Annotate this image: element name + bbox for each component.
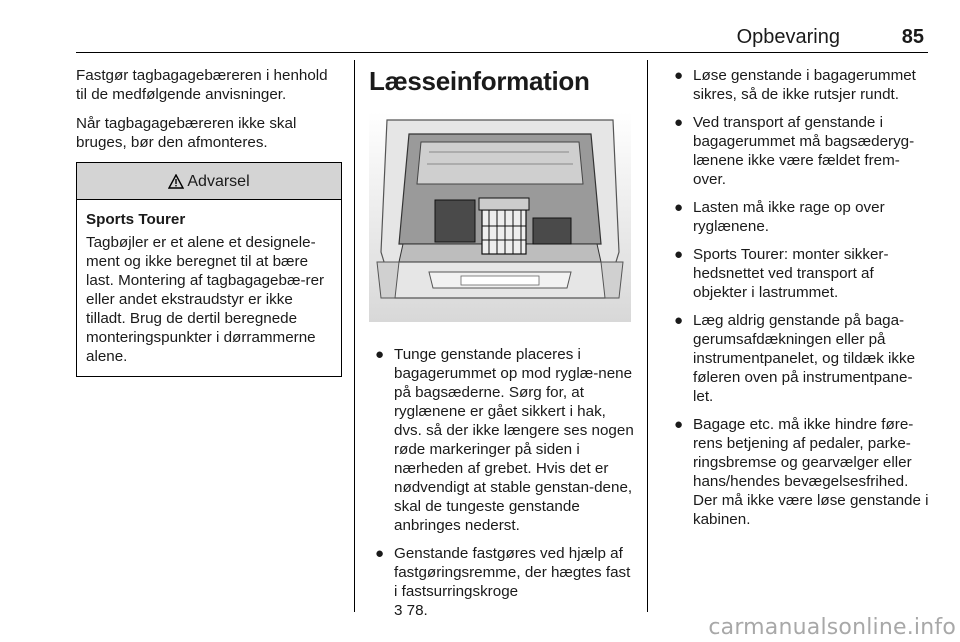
bullet-text: Genstande fastgøres ved hjælp af fastgøringsremme, der hægtes fast i fastsurringskroge — [394, 545, 631, 600]
column-divider-right — [647, 60, 648, 612]
warning-text: Tagbøjler er et alene et designele-ment og ikke beregnet til at bære last. Montering af tagbagagebæ-rer eller andet ekstraudstyr er ikke tilladt. Brug de dertil beregnede monteringspunkter i dørrammerne alene. — [86, 234, 325, 365]
list-item: ● Læg aldrig genstande på baga-gerumsafdækningen eller på instrumentpanelet, og tildæk ikke føleren oven på instrumentpane-let. — [674, 312, 916, 405]
bullet-text: Lasten må ikke rage op over ryglænene. — [693, 199, 885, 235]
warning-body — [77, 200, 341, 376]
page-number: 85 — [901, 26, 924, 48]
warning-box — [76, 162, 342, 377]
safety-bullet-list — [668, 66, 930, 529]
section-heading: Læsseinformation — [369, 66, 590, 96]
list-item: ● Genstande fastgøres ved hjælp af fastgøringsremme, der hægtes fast i fastsurringskroge 3 78. — [375, 545, 631, 619]
warning-header — [77, 163, 341, 200]
list-item: ● Løse genstande i bagagerummet sikres, så de ikke rutsjer rundt. — [674, 67, 916, 103]
right-column — [668, 66, 930, 538]
bullet-text: Læg aldrig genstande på baga-gerumsafdækningen eller på instrumentpanelet, og tildæk ikke føleren oven på instrumentpane-let. — [693, 312, 916, 405]
warning-title: Advarsel — [187, 172, 250, 190]
list-item: ● Ved transport af genstande i bagagerummet må bagsæderyg-lænene ikke være fældet frem-over. — [674, 114, 915, 188]
list-item: ● Sports Tourer: monter sikker-hedsnettet ved transport af objekter i lastrummet. — [674, 246, 889, 301]
watermark: carmanualsonline.info — [708, 615, 956, 640]
cross-reference: 3 78. — [394, 602, 428, 619]
section-title: Opbevaring — [736, 26, 840, 48]
warning-subtitle: Sports Tourer — [86, 211, 186, 228]
bullet-text: Ved transport af genstande i bagagerummet må bagsæderyg-lænene ikke være fældet frem-over. — [693, 114, 915, 188]
column-divider-left — [354, 60, 355, 612]
warning-triangle-icon — [168, 174, 184, 189]
middle-column — [369, 66, 637, 629]
bullet-text: Tunge genstande placeres i bagagerummet op mod ryglæ-nene på bagsæderne. Sørg for, at ryglænene er gået sikkert i hak, dvs. så der ikke længere ses nogen røde markeringer på siden i nærheden af grebet. Hvis det er nødvendigt at stable genstan-dene, skal de tungeste genstande anbringes nederst. — [394, 346, 634, 534]
paragraph-mount: Fastgør tagbagagebæreren i henhold til de medfølgende anvisninger. — [76, 67, 328, 103]
page-header — [76, 26, 928, 53]
list-item: ● Bagage etc. må ikke hindre føre-rens betjening af pedaler, parke-ringsbremse og gearvælger eller hans/hendes bevægelsesfrihed. Der må ikke være løse genstande i kabinen. — [674, 416, 929, 528]
list-item: ● Tunge genstande placeres i bagagerummet op mod ryglæ-nene på bagsæderne. Sørg for, at ryglænene er gået sikkert i hak, dvs. så der ikke længere ses nogen røde markeringer på siden i nærheden af grebet. Hvis det er nødvendigt at stable genstan-dene, skal de tungeste genstande anbringes nederst. — [375, 346, 634, 534]
paragraph-remove: Når tagbagagebæreren ikke skal bruges, bør den afmonteres. — [76, 115, 297, 151]
bullet-text: Bagage etc. må ikke hindre føre-rens betjening af pedaler, parke-ringsbremse og gearvælger eller hans/hendes bevægelsesfrihed. Der må ikke være løse genstande i kabinen. — [693, 416, 929, 528]
loading-bullet-list — [369, 345, 637, 620]
car-trunk-illustration — [369, 112, 631, 322]
list-item: ● Lasten må ikke rage op over ryglænene. — [674, 199, 885, 235]
bullet-text: Løse genstande i bagagerummet sikres, så de ikke rutsjer rundt. — [693, 67, 916, 103]
bullet-text: Sports Tourer: monter sikker-hedsnettet ved transport af objekter i lastrummet. — [693, 246, 889, 301]
left-column — [76, 66, 342, 377]
